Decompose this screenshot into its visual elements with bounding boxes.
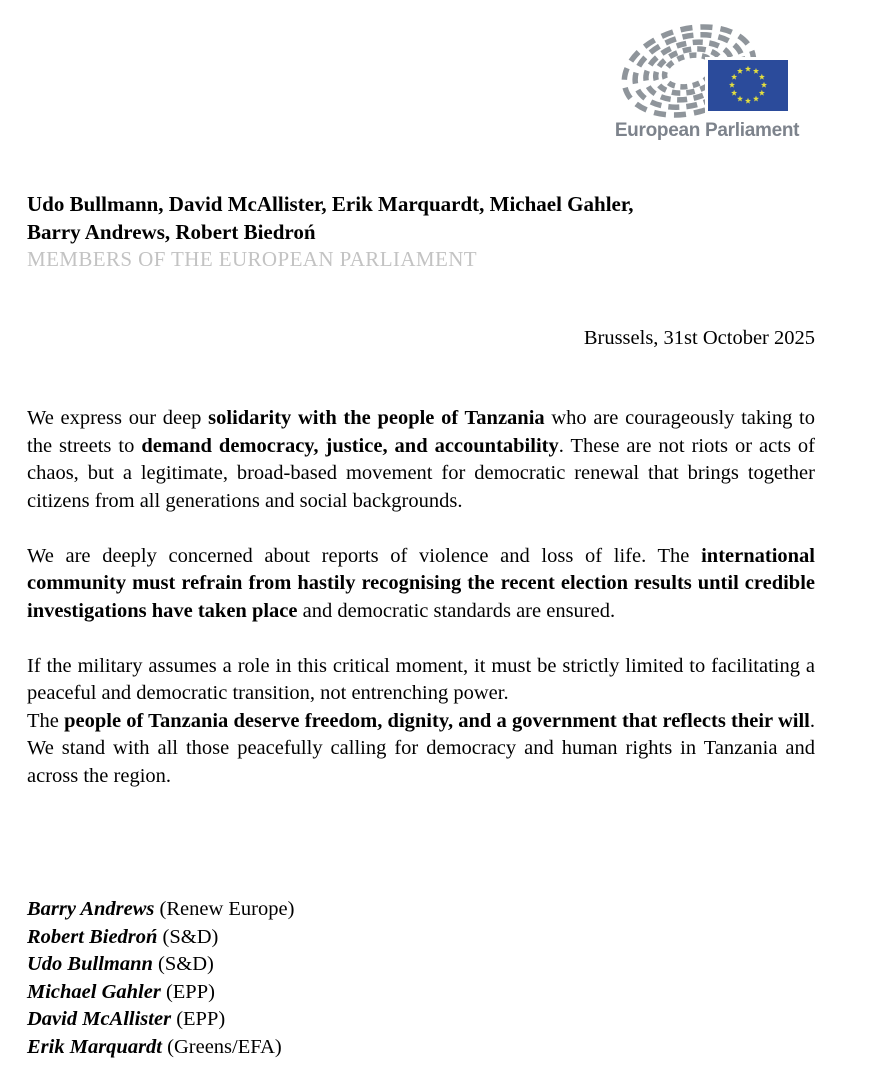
signatory-group: (S&D) bbox=[158, 953, 214, 975]
logo-caption: European Parliament bbox=[614, 120, 800, 141]
paragraph-3: If the military assumes a role in this critical moment, it must be strictly limited to facilitating a peaceful and democratic transition, not entrenching power. bbox=[27, 654, 815, 704]
signatory-name: Barry Andrews bbox=[27, 898, 155, 920]
authors-line-2: Barry Andrews, Robert Biedroń bbox=[27, 219, 316, 244]
signatory-name: Michael Gahler bbox=[27, 980, 161, 1003]
signatory-group: (EPP) bbox=[165, 980, 215, 1003]
signature-item bbox=[27, 979, 294, 1007]
signatory-name: Robert Biedroń bbox=[27, 925, 158, 948]
paragraph-1: We express our deep solidarity with the people of Tanzania who are courageously taking to the streets to demand democracy, justice, and accountability. These are not riots or acts of chaos, but a legitimate, broad-based movement for democratic renewal that brings together citizens from all generations and social backgrounds. bbox=[27, 407, 815, 512]
ep-hemicycle-flag-icon bbox=[613, 22, 801, 118]
signatory-name: Erik Marquardt bbox=[27, 1035, 163, 1058]
letter-body bbox=[27, 405, 815, 790]
signatory-name: Udo Bullmann bbox=[27, 953, 153, 975]
signature-item bbox=[27, 924, 294, 952]
paragraph-2: We are deeply concerned about reports of violence and loss of life. The international community must refrain from hastily recognising the recent election results until credible investigations have taken place and democratic standards are ensured. bbox=[27, 544, 815, 622]
signatory-group: (Greens/EFA) bbox=[167, 1035, 282, 1058]
signature-item bbox=[27, 951, 294, 979]
authors-block bbox=[27, 191, 634, 274]
signatory-group: (S&D) bbox=[162, 925, 219, 948]
eu-flag-icon bbox=[705, 57, 791, 114]
signatory-group: (EPP) bbox=[176, 1008, 226, 1030]
paragraph-4: The people of Tanzania deserve freedom, dignity, and a government that reflects their will. We stand with all those peacefully calling for democracy and human rights in Tanzania and across the region. bbox=[27, 709, 816, 787]
members-subtitle: MEMBERS OF THE EUROPEAN PARLIAMENT bbox=[27, 247, 477, 271]
signatory-group: (Renew Europe) bbox=[159, 898, 295, 920]
signature-item bbox=[27, 1034, 294, 1062]
authors-line-1: Udo Bullmann, David McAllister, Erik Marquardt, Michael Gahler, bbox=[27, 192, 634, 216]
signature-item bbox=[27, 896, 294, 924]
signatory-name: David McAllister bbox=[27, 1008, 172, 1030]
dateline: Brussels, 31st October 2025 bbox=[583, 327, 815, 349]
signature-item bbox=[27, 1006, 294, 1034]
signature-list bbox=[27, 896, 294, 1061]
european-parliament-logo bbox=[613, 22, 801, 142]
